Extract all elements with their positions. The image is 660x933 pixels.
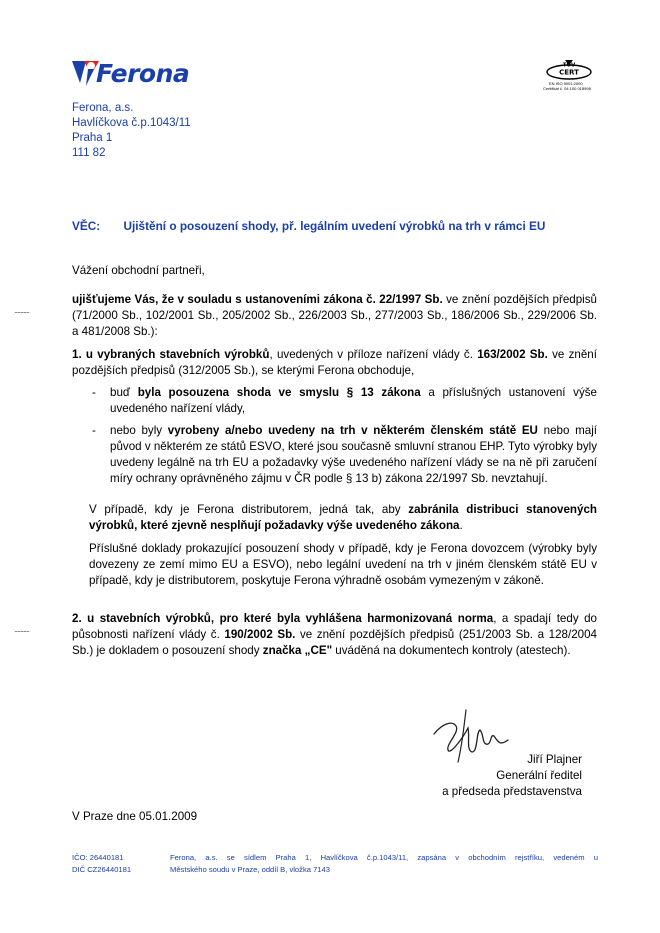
tuv-cert-icon (545, 60, 593, 80)
bullet-dash-1: - (92, 386, 96, 399)
sender-company: Ferona, a.s. (72, 102, 134, 114)
signatory-name: Jiří Plajner (527, 753, 582, 766)
distributor-bold: zabránila distribuci stanovených výrobků, které zjevně nesplňují požadavky výše uvedeného zákona (89, 503, 597, 532)
footer-ids (72, 852, 131, 876)
intro-bold: ujišťujeme Vás, že v souladu s ustanoveními zákona č. 22/1997 Sb. (72, 293, 443, 306)
bullet-2-start: nebo byly (110, 424, 168, 437)
signatory-role-2: a předseda představenstva (442, 785, 582, 798)
intro-paragraph (72, 292, 597, 340)
signatory-role-1: Generální ředitel (496, 769, 582, 782)
cert-mid-text: CERT (559, 68, 579, 77)
section-2-mid2: ve znění pozdějších předpisů (251/2003 Sb. a 128/2004 Sb.) je dokladem o posouzení shody (72, 627, 598, 657)
cert-number: Certifikát č. 04 100 018998 (543, 86, 591, 91)
footer-text-1: Ferona, a.s. se sídlem Praha 1, Havlíčkova č.p.1043/11, zapsána v obchodním rejstříku, vedeném u (170, 853, 598, 862)
logo-text: Ferona (96, 59, 190, 88)
section-2 (72, 611, 597, 659)
footer-dic: DIČ CZ26440181 (72, 865, 132, 874)
section-2-mid: , a spadají tedy do působnosti nařízení vlády č. (72, 612, 598, 641)
distributor-paragraph (89, 502, 597, 534)
subject-label: VĚC: (72, 219, 101, 233)
section-1 (72, 347, 597, 379)
salutation: Vážení obchodní partneři, (72, 264, 205, 277)
subject-text: Ujištění o posouzení shody, př. legálním uvedení výrobků na trh v rámci EU (123, 219, 546, 233)
intro-rest: ve znění pozdějších předpisů (71/2000 Sb., 102/2001 Sb., 205/2002 Sb., 226/2003 Sb., 277/2003 Sb., 186/2006 Sb., 229/2006 Sb. a 481/2008 Sb.): (72, 293, 597, 338)
bullet-2 (110, 423, 597, 487)
documents-paragraph: Příslušné doklady prokazující posouzení shody v případě, kdy je Ferona dovozcem (výrobky byly dovezeny ze zemí mimo EU a ESVO), nebo legální uvedení na trh v jiném členském státě EU v případě, kdy je distributorem, poskytuje Ferona výhradně osobám vymezeným v zákoně. (89, 542, 597, 587)
cert-standard: EN ISO 9001:2000 (549, 81, 583, 86)
bullet-1-start: buď (110, 386, 138, 399)
place-date: V Praze dne 05.01.2009 (72, 810, 198, 823)
sender-zip: 111 82 (72, 147, 106, 159)
footer-ico: IČO: 26440181 (72, 853, 124, 862)
section-2-rest: uváděná na dokumentech kontroly (atestech). (332, 643, 571, 657)
section-1-heading: 1. u vybraných stavebních výrobků (72, 348, 270, 361)
footer-text-2: Městského soudu v Praze, oddíl B, vložka 7143 (170, 865, 330, 874)
certification-mark (543, 60, 599, 94)
bullet-dash-2: - (92, 424, 96, 437)
section-2-regulation: 190/2002 Sb. (224, 627, 296, 641)
sender-address (72, 101, 191, 161)
footer-registration (170, 852, 598, 876)
fold-mark-top: .......... (14, 305, 30, 315)
subject-line (72, 218, 612, 234)
sender-city: Praha 1 (72, 132, 113, 144)
ferona-logo (72, 59, 197, 89)
bullet-1-rest: a příslušných ustanovení výše uvedeného nařízení vlády, (110, 386, 597, 415)
section-1-mid: , uvedených v příloze nařízení vlády č. (269, 348, 478, 361)
distributor-end: . (459, 518, 463, 532)
bullet-1-bold: byla posouzena shoda ve smyslu § 13 zákona (137, 386, 421, 399)
ce-mark-text: značka „CE" (262, 643, 333, 657)
section-2-heading: 2. u stavebních výrobků, pro které byla vyhlášena harmonizovaná norma (72, 612, 494, 625)
bullet-2-bold: vyrobeny a/nebo uvedeny na trh v některém členském státě EU (167, 424, 538, 437)
bullet-2-rest: nebo mají původ v některém ze států ESVO, které jsou současně smluvní stranou EHP. Tyto výrobky byly uvedeny legálně na trh EU a požadavky výše uvedeného nařízení vlády se na ně při zaručení míry ochrany oprávněného zájmu v ČR podle § 13 b) zákona 22/1997 Sb. nevztahují. (110, 424, 598, 485)
fold-mark-bottom: .......... (14, 624, 30, 634)
cert-top-text: TÜV (562, 62, 576, 69)
section-1-rest: ve znění pozdějších předpisů (312/2005 Sb.), se kterými Ferona obchoduje, (72, 348, 597, 377)
sender-street: Havlíčkova č.p.1043/11 (72, 117, 191, 129)
section-1-regulation: 163/2002 Sb. (477, 348, 548, 361)
signature-block (400, 752, 582, 800)
bullet-1 (110, 385, 597, 417)
distributor-start: V případě, kdy je Ferona distributorem, jedná tak, aby (89, 503, 409, 516)
